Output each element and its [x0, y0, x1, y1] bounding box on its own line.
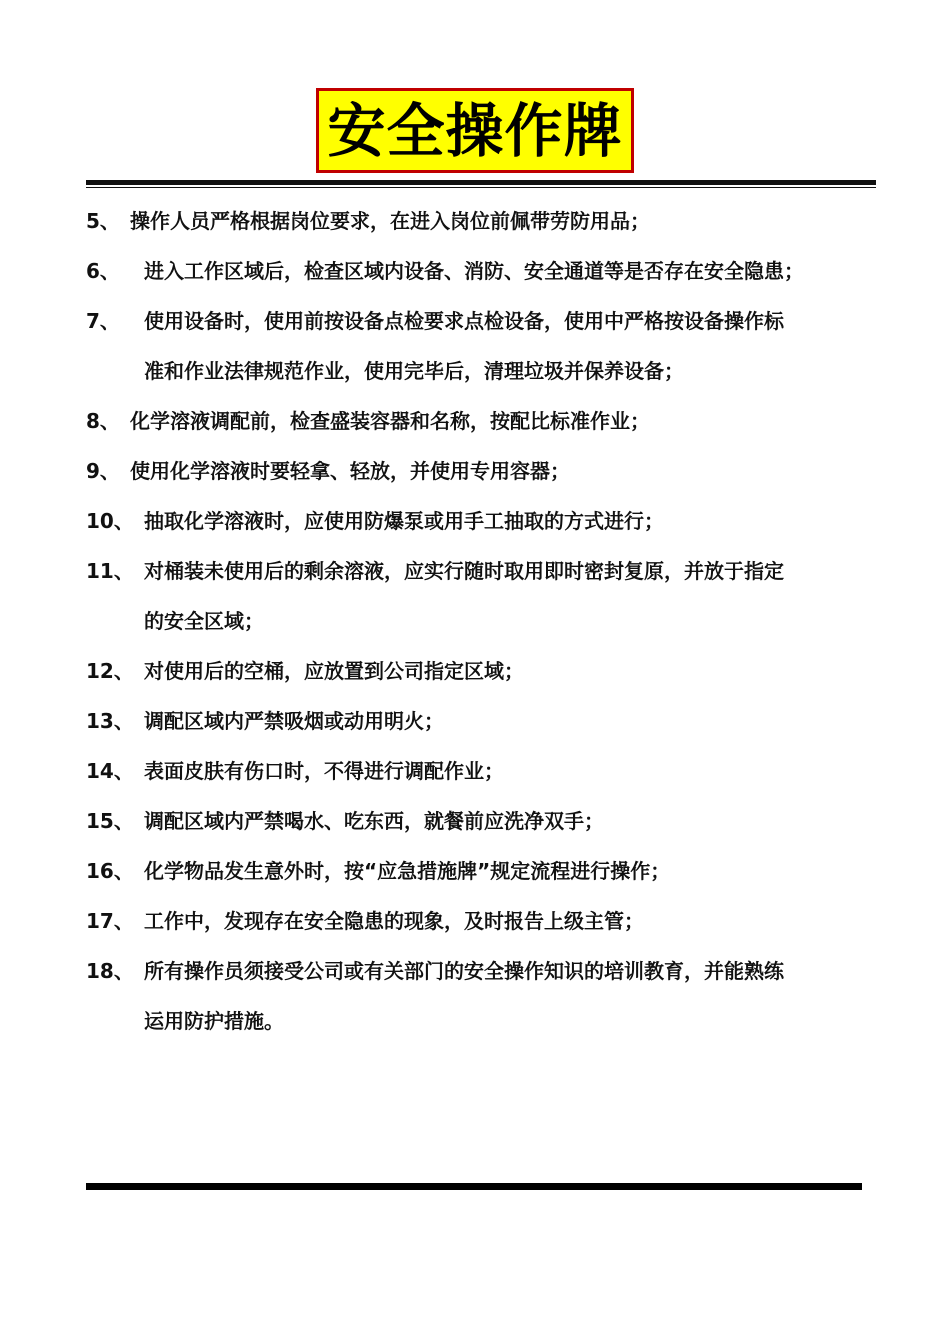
item-number: 11、 — [86, 559, 134, 583]
item-text: 对桶装未使用后的剩余溶液，应实行随时取用即时密封复原，并放于指定 — [144, 559, 784, 583]
item-text: 所有操作员须接受公司或有关部门的安全操作知识的培训教育，并能熟练 — [144, 959, 784, 983]
item-number: 15、 — [86, 809, 134, 833]
list-item — [86, 846, 876, 896]
item-number: 13、 — [86, 709, 134, 733]
document-title: 安全操作牌 — [316, 88, 633, 173]
title-area — [0, 88, 950, 173]
list-item — [86, 896, 876, 946]
item-text: 化学物品发生意外时，按“应急措施牌”规定流程进行操作； — [144, 859, 671, 883]
list-item — [86, 946, 876, 1046]
list-item — [86, 296, 876, 396]
item-text: 使用设备时，使用前按设备点检要求点检设备，使用中严格按设备操作标 — [144, 309, 784, 333]
item-number: 8、 — [86, 409, 120, 433]
item-number: 18、 — [86, 959, 134, 983]
item-text: 化学溶液调配前，检查盛装容器和名称，按配比标准作业； — [130, 409, 650, 433]
safety-rules-list — [86, 196, 876, 1046]
list-item — [86, 646, 876, 696]
item-text: 对使用后的空桶，应放置到公司指定区域； — [144, 659, 524, 683]
item-text-continued: 运用防护措施。 — [144, 1009, 284, 1033]
item-number: 16、 — [86, 859, 134, 883]
item-number: 12、 — [86, 659, 134, 683]
list-item — [86, 696, 876, 746]
list-item — [86, 446, 876, 496]
item-text: 操作人员严格根据岗位要求，在进入岗位前佩带劳防用品； — [130, 209, 650, 233]
item-text-continued: 的安全区域； — [144, 609, 264, 633]
item-number: 6、 — [86, 259, 120, 283]
list-item — [86, 796, 876, 846]
item-number: 17、 — [86, 909, 134, 933]
item-text-continued: 准和作业法律规范作业，使用完毕后，清理垃圾并保养设备； — [144, 359, 684, 383]
list-item — [86, 496, 876, 546]
list-item — [86, 746, 876, 796]
item-number: 7、 — [86, 309, 120, 333]
item-text: 使用化学溶液时要轻拿、轻放，并使用专用容器； — [130, 459, 570, 483]
list-item — [86, 546, 876, 646]
item-text: 抽取化学溶液时，应使用防爆泵或用手工抽取的方式进行； — [144, 509, 664, 533]
top-rule-thin — [86, 187, 876, 188]
list-item — [86, 396, 876, 446]
list-item — [86, 196, 876, 246]
item-number: 10、 — [86, 509, 134, 533]
item-text: 表面皮肤有伤口时，不得进行调配作业； — [144, 759, 504, 783]
item-number: 14、 — [86, 759, 134, 783]
item-number: 9、 — [86, 459, 120, 483]
top-rule-thick — [86, 180, 876, 185]
list-item — [86, 246, 876, 296]
bottom-rule — [86, 1183, 862, 1190]
item-text: 工作中，发现存在安全隐患的现象，及时报告上级主管； — [144, 909, 644, 933]
item-text: 调配区域内严禁喝水、吃东西，就餐前应洗净双手； — [144, 809, 604, 833]
item-text: 进入工作区域后，检查区域内设备、消防、安全通道等是否存在安全隐患； — [144, 259, 804, 283]
item-number: 5、 — [86, 209, 120, 233]
item-text: 调配区域内严禁吸烟或动用明火； — [144, 709, 444, 733]
